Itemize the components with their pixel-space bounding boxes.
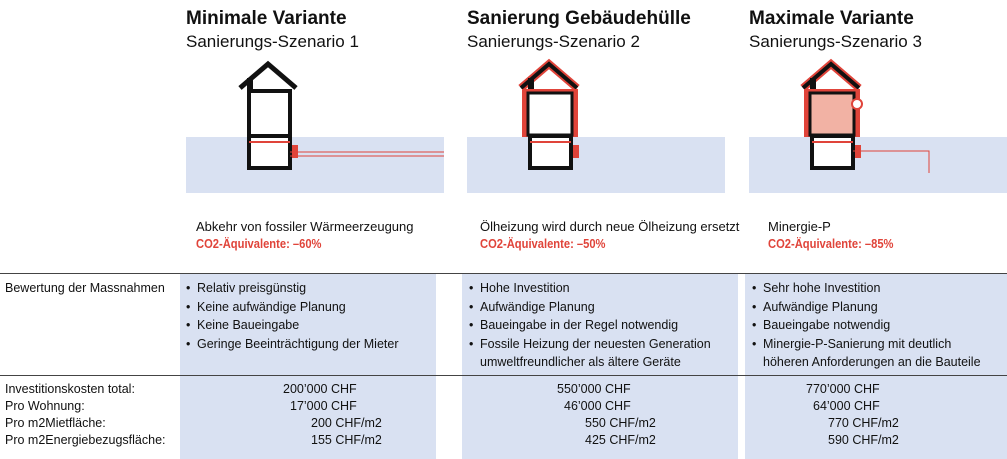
scenario-2-cost-per-energy-area: 425 CHF/m2 — [585, 433, 656, 447]
list-item: umweltfreundlicher als ältere Geräte — [480, 355, 681, 369]
scenario-2-subtitle: Sanierungs-Szenario 2 — [467, 32, 640, 51]
house-scenario-3-illustration — [749, 58, 1007, 173]
divider-assessment — [0, 273, 1007, 274]
house-scenario-1-illustration — [186, 58, 448, 173]
scenario-1-description: Abkehr von fossiler Wärmeerzeugung — [196, 219, 414, 234]
list-item: • Geringe Beeinträchtigung der Mieter — [186, 336, 399, 351]
list-item: • Sehr hohe Investition — [752, 281, 881, 295]
scenario-1-co2: CO2-Äquivalente: –60% — [196, 236, 322, 251]
list-item: • Aufwändige Planung — [752, 299, 878, 314]
scenario-2-cost-per-rent-area: 550 CHF/m2 — [585, 416, 656, 430]
scenario-1-assessment-list — [186, 279, 399, 353]
list-item: höheren Anforderungen an die Bauteile — [763, 355, 981, 369]
row-label-cost-total: Investitionskosten total: — [5, 382, 135, 396]
divider-costs — [0, 375, 1007, 376]
list-item: • Hohe Investition — [469, 281, 570, 295]
scenario-1-subtitle: Sanierungs-Szenario 1 — [186, 32, 359, 51]
scenario-2-co2: CO2-Äquivalente: –50% — [480, 236, 606, 251]
house-scenario-2-illustration — [467, 58, 729, 173]
list-item: • Relativ preisgünstig — [186, 281, 307, 295]
list-item: • Minergie-P-Sanierung mit deutlich — [752, 336, 952, 351]
scenario-2-title: Sanierung Gebäudehülle — [467, 8, 691, 29]
list-item: • Aufwändige Planung — [469, 299, 595, 314]
scenario-1-cost-per-unit: 17’000 CHF — [290, 399, 357, 413]
list-item: • Keine aufwändige Planung — [186, 299, 346, 314]
row-label-cost-per-energy-area: Pro m2Energiebezugsfläche: — [5, 433, 166, 447]
scenario-3-cost-per-unit: 64’000 CHF — [813, 399, 880, 413]
scenario-1-cost-total: 200’000 CHF — [283, 382, 357, 396]
scenario-3-subtitle: Sanierungs-Szenario 3 — [749, 32, 922, 51]
scenario-1-cost-per-energy-area: 155 CHF/m2 — [311, 433, 382, 447]
scenario-3-title: Maximale Variante — [749, 8, 914, 29]
list-item: • Baueingabe notwendig — [752, 318, 891, 332]
scenario-3-cost-per-energy-area: 590 CHF/m2 — [828, 433, 899, 447]
row-label-cost-per-unit: Pro Wohnung: — [5, 399, 85, 413]
row-label-assessment: Bewertung der Massnahmen — [5, 281, 165, 295]
scenario-2-assessment-list — [469, 279, 711, 372]
scenario-3-assessment-list — [752, 279, 981, 372]
list-item: • Fossile Heizung der neuesten Generation — [469, 336, 711, 351]
scenario-2-cost-total: 550’000 CHF — [557, 382, 631, 396]
scenario-3-cost-per-rent-area: 770 CHF/m2 — [828, 416, 899, 430]
scenario-3-cost-total: 770’000 CHF — [806, 382, 880, 396]
list-item: • Baueingabe in der Regel notwendig — [469, 318, 679, 332]
scenario-1-cost-per-rent-area: 200 CHF/m2 — [311, 416, 382, 430]
scenario-3-description: Minergie-P — [768, 219, 831, 234]
scenario-3-co2: CO2-Äquivalente: –85% — [768, 236, 894, 251]
row-label-cost-per-rent-area: Pro m2Mietfläche: — [5, 416, 106, 430]
list-item: • Keine Baueingabe — [186, 318, 300, 332]
scenario-2-description: Ölheizung wird durch neue Ölheizung ersetzt — [480, 219, 740, 234]
scenario-2-cost-per-unit: 46’000 CHF — [564, 399, 631, 413]
scenario-1-title: Minimale Variante — [186, 8, 347, 29]
